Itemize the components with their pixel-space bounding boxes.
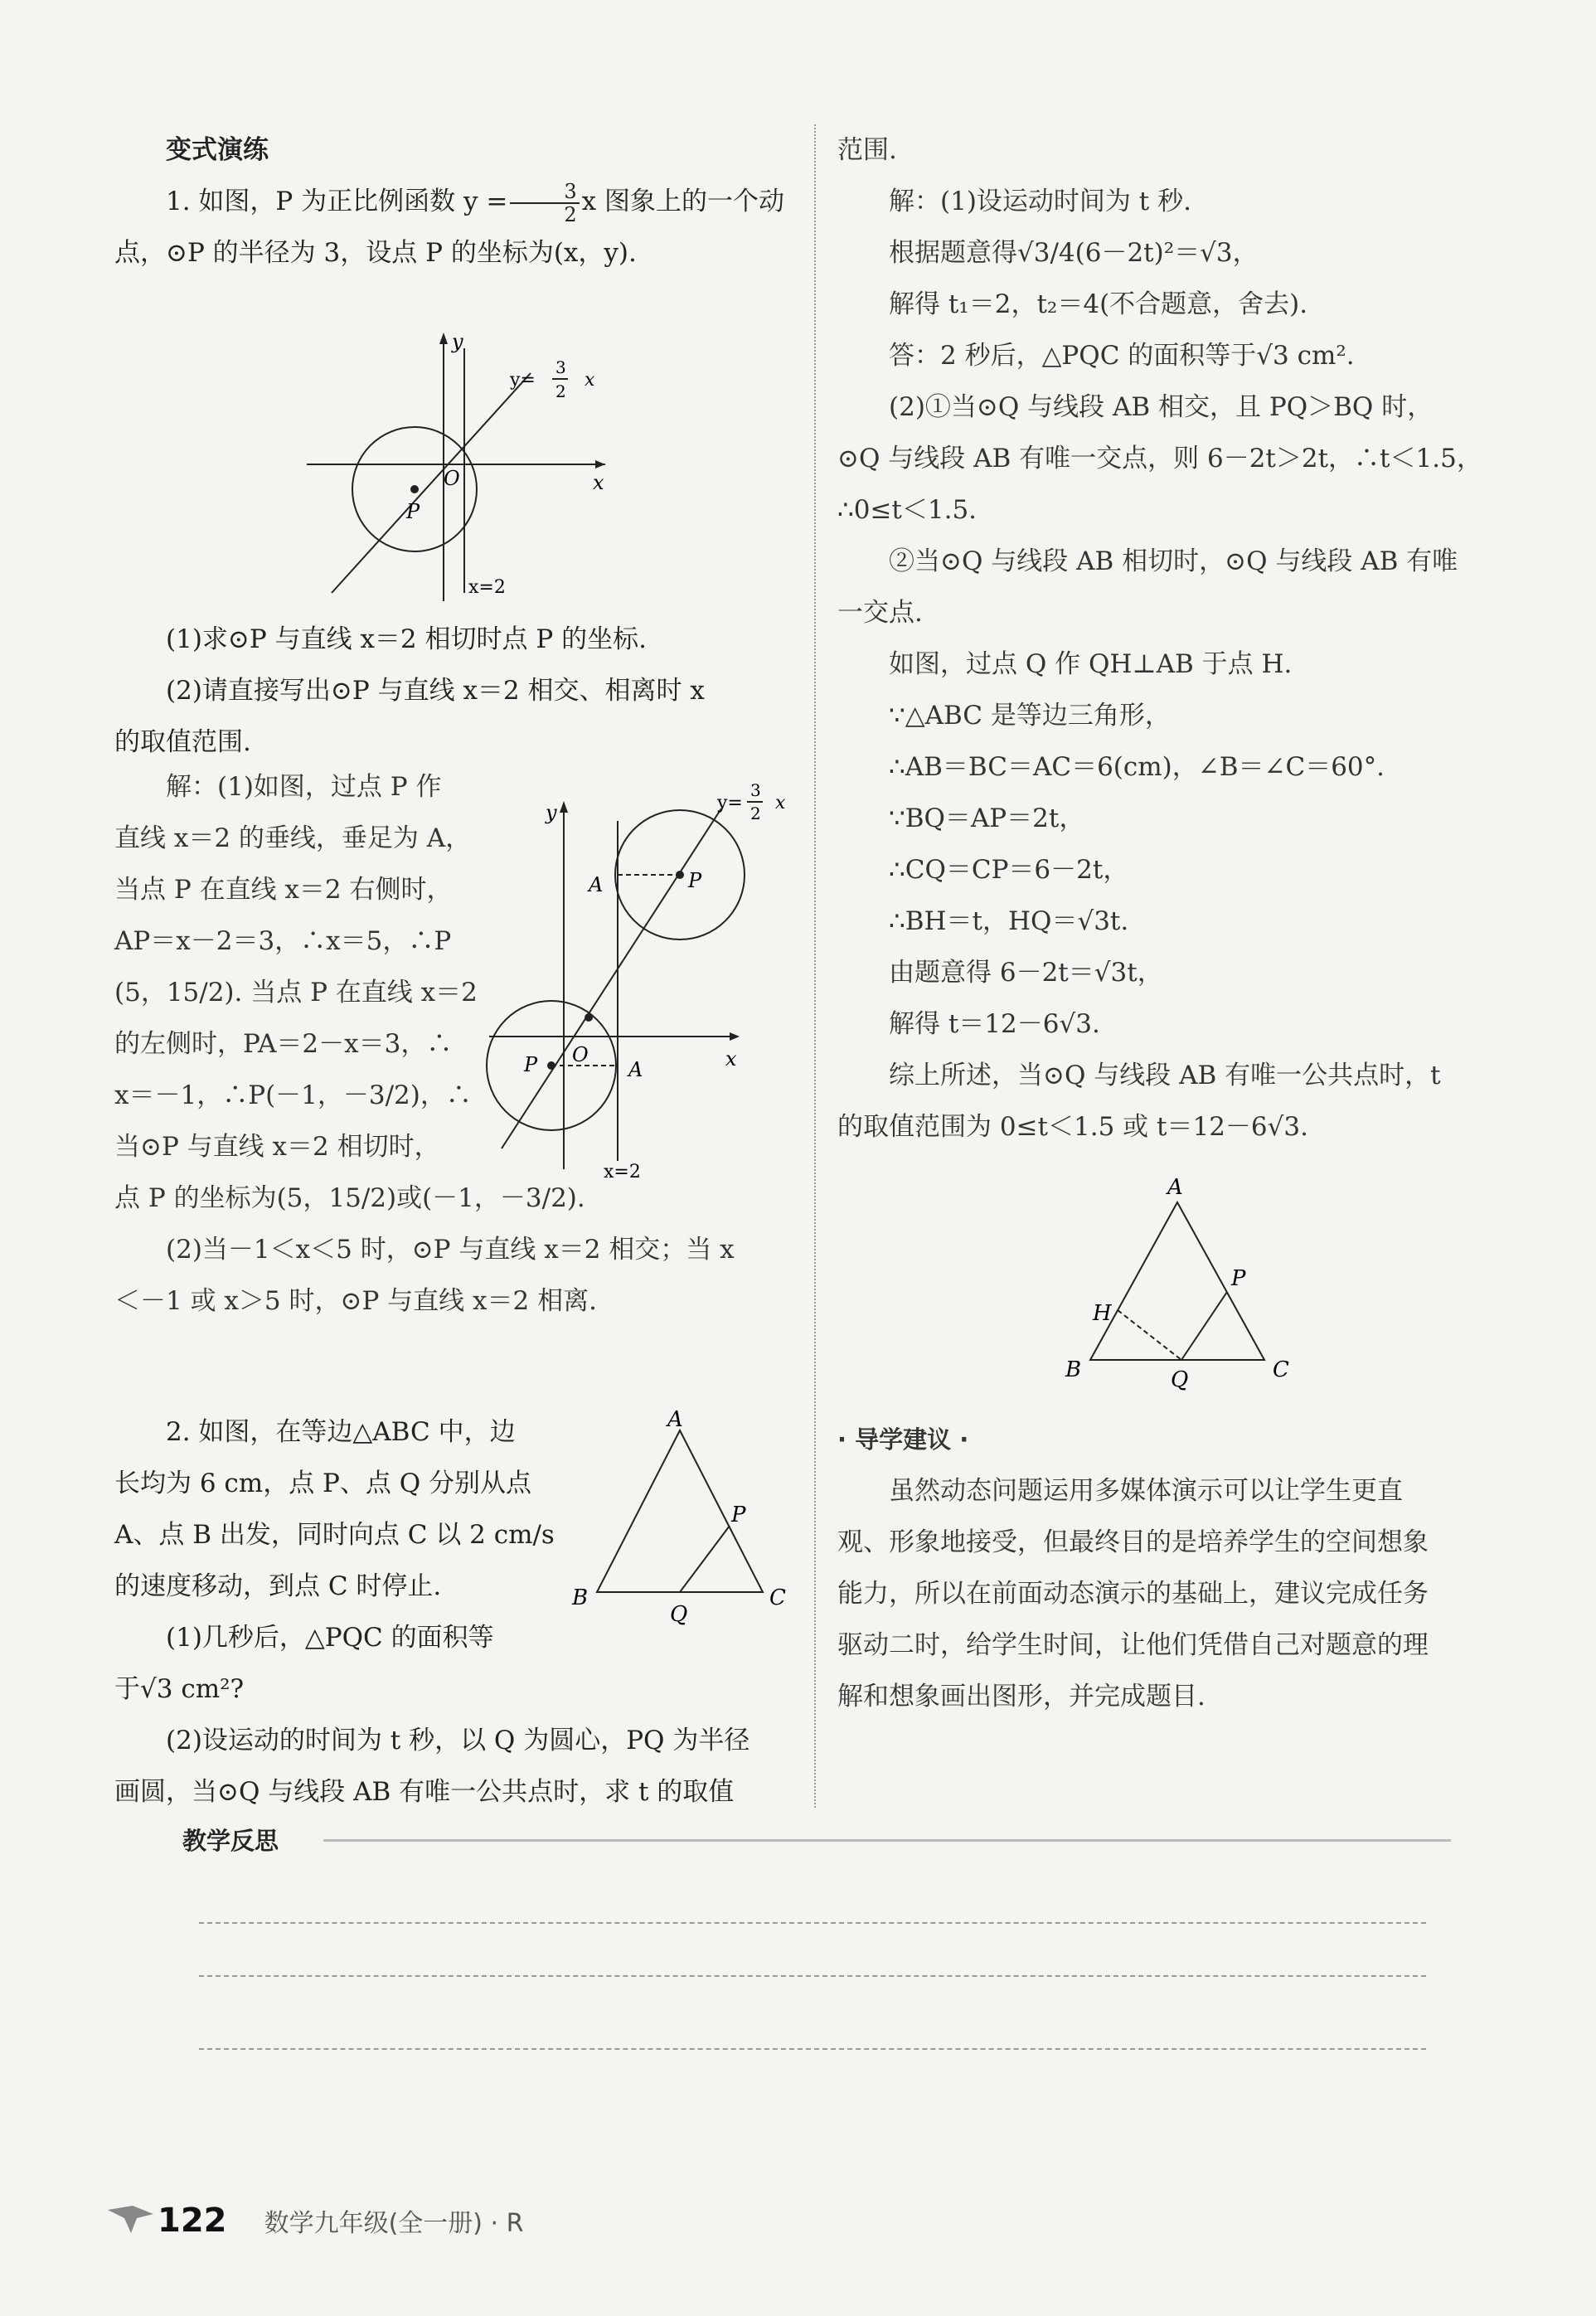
q2-part2a: (2)设运动的时间为 t 秒，以 Q 为圆心，PQ 为半径	[166, 1726, 750, 1755]
sol2-line: 范围.	[837, 135, 897, 165]
sol2-line: 根据题意得√3/4(6－2t)²＝√3，	[889, 238, 1259, 268]
svg-text:y=: y=	[717, 793, 743, 813]
left-column	[114, 124, 794, 279]
sol2-line: ∴AB＝BC＝AC＝6(cm)，∠B＝∠C＝60°.	[889, 752, 1385, 782]
q1-parts	[114, 614, 794, 768]
sol2-line: 解得 t₁＝2，t₂＝4(不合题意，舍去).	[889, 289, 1308, 319]
sol1-line: (5，15/2). 当点 P 在直线 x＝2	[114, 978, 478, 1007]
guide-line: 虽然动态问题运用多媒体演示可以让学生更直	[889, 1476, 1403, 1506]
reflection-dash-line	[199, 2048, 1426, 2050]
svg-text:B: B	[572, 1585, 589, 1610]
q2-line: A、点 B 出发，同时向点 C 以 2 cm/s	[114, 1520, 555, 1550]
svg-text:P: P	[524, 1053, 538, 1076]
reflection-dash-line	[199, 1922, 1426, 1924]
reflection-title: 教学反思	[182, 1827, 279, 1855]
svg-text:x: x	[585, 370, 595, 391]
sol1-line: 点 P 的坐标为(5，15/2)或(－1，－3/2).	[114, 1183, 585, 1213]
svg-text:x: x	[775, 793, 786, 813]
svg-text:A: A	[589, 873, 604, 896]
guide-line: 解和想象画出图形，并完成题目.	[837, 1682, 1205, 1712]
section-heading: 变式演练	[166, 135, 269, 165]
sol2-line: 解得 t＝12－6√3.	[889, 1009, 1100, 1039]
label-O: O	[444, 467, 460, 490]
question-2-part2	[114, 1715, 794, 1818]
q2-line: 长均为 6 cm，点 P、点 Q 分别从点	[114, 1469, 532, 1498]
svg-text:A: A	[628, 1058, 643, 1081]
svg-text:B: B	[1065, 1357, 1082, 1382]
svg-text:P: P	[1231, 1266, 1246, 1291]
sol2-line: 由题意得 6－2t＝√3t，	[889, 958, 1163, 988]
svg-text:x=2: x=2	[604, 1162, 641, 1182]
q1-part2: (2)请直接写出⊙P 与直线 x＝2 相交、相离时 x	[166, 676, 705, 706]
fraction: $\frac{3}{2}$	[510, 181, 579, 226]
sol2-line: 答：2 秒后，△PQC 的面积等于√3 cm².	[889, 341, 1355, 371]
label-y: y	[452, 330, 463, 353]
svg-text:2: 2	[555, 381, 566, 401]
q2-part2b: 画圆，当⊙Q 与线段 AB 有唯一公共点时，求 t 的取值	[114, 1777, 735, 1807]
sol2-line: ∴CQ＝CP＝6－2t，	[889, 855, 1129, 885]
question-2	[114, 1406, 562, 1715]
sol1-line: 的左侧时，PA＝2－x＝3，∴	[114, 1029, 453, 1059]
q1-line1: 1. 如图，P 为正比例函数 y = $\frac{3}{2}$ x 图象上的一个动	[166, 179, 784, 226]
right-column	[837, 124, 1526, 1153]
svg-text:A: A	[1167, 1175, 1183, 1200]
q2-line: 于√3 cm²?	[114, 1674, 245, 1704]
svg-text:y: y	[546, 801, 557, 824]
label-P: P	[406, 500, 420, 523]
q2-line: 2. 如图，在等边△ABC 中，边	[166, 1417, 516, 1447]
label-x: x	[593, 471, 604, 494]
svg-text:Q: Q	[670, 1602, 688, 1627]
svg-text:C: C	[1273, 1357, 1289, 1382]
svg-text:C: C	[769, 1585, 786, 1610]
sol1-line: 当点 P 在直线 x＝2 右侧时，	[114, 875, 453, 905]
sol2-line: 一交点.	[837, 598, 923, 628]
sol1-part2b: ＜－1 或 x＞5 时，⊙P 与直线 x＝2 相离.	[114, 1286, 597, 1316]
book-title: 数学九年级(全一册) · R	[264, 2209, 524, 2238]
figure-triangle-left	[555, 1410, 804, 1634]
sol2-line: ∴0≤t＜1.5.	[837, 495, 977, 525]
label-eq: y=	[510, 370, 536, 391]
solution-1-end	[114, 1173, 794, 1327]
svg-text:2: 2	[750, 804, 761, 823]
column-divider	[814, 124, 816, 1808]
q2-line: 的速度移动，到点 C 时停止.	[114, 1571, 442, 1601]
reflection-rule	[323, 1839, 1451, 1842]
q1-part1: (1)求⊙P 与直线 x＝2 相切时点 P 的坐标.	[166, 624, 647, 654]
point-P	[410, 485, 419, 493]
footer	[108, 2202, 523, 2240]
q1-line2: 点，⊙P 的半径为 3，设点 P 的坐标为(x，y).	[114, 238, 637, 268]
sol2-line: 综上所述，当⊙Q 与线段 AB 有唯一公共点时，t	[889, 1061, 1441, 1090]
guide-section	[837, 1414, 1526, 1722]
guide-line: 能力，所以在前面动态演示的基础上，建议完成任务	[837, 1579, 1429, 1609]
page-number: 122	[158, 2202, 227, 2240]
svg-text:A: A	[667, 1410, 683, 1432]
sol1-line: AP＝x－2＝3，∴x＝5，∴P	[114, 926, 452, 956]
svg-text:O: O	[572, 1043, 589, 1066]
sol2-line: ∵△ABC 是等边三角形，	[889, 701, 1171, 731]
svg-text:3: 3	[750, 780, 761, 800]
sol2-line: 解：(1)设运动时间为 t 秒.	[889, 187, 1191, 216]
sol2-line: ∵BQ＝AP＝2t，	[889, 804, 1085, 833]
figure-triangle-right	[1053, 1169, 1302, 1393]
sol2-line: ∴BH＝t，HQ＝√3t.	[889, 906, 1129, 936]
sol1-part2a: (2)当－1＜x＜5 时，⊙P 与直线 x＝2 相交；当 x	[166, 1235, 735, 1265]
svg-text:P: P	[688, 869, 702, 892]
line-y-3-2x	[332, 373, 531, 593]
svg-text:H: H	[1093, 1301, 1112, 1326]
sol1-line: 解：(1)如图，过点 P 作	[166, 772, 442, 802]
q2-line: (1)几秒后，△PQC 的面积等	[166, 1623, 494, 1653]
sol2-line: ⊙Q 与线段 AB 有唯一交点，则 6－2t＞2t，∴t＜1.5，	[837, 444, 1482, 473]
reflection-dash-line	[199, 1975, 1426, 1977]
svg-text:Q: Q	[1171, 1367, 1189, 1392]
sol2-line: (2)①当⊙Q 与线段 AB 相交，且 PQ＞BQ 时，	[889, 392, 1433, 422]
guide-title: · 导学建议 ·	[837, 1425, 969, 1454]
sol2-line: 如图，过点 Q 作 QH⊥AB 于点 H.	[889, 649, 1293, 679]
solution-1	[114, 761, 496, 1173]
sol1-line: 直线 x＝2 的垂线，垂足为 A，	[114, 823, 472, 853]
sol2-line: ②当⊙Q 与线段 AB 相切时，⊙Q 与线段 AB 有唯	[889, 546, 1458, 576]
svg-text:P: P	[731, 1503, 746, 1527]
svg-text:x: x	[725, 1047, 737, 1071]
bird-logo-icon	[108, 2202, 158, 2235]
guide-line: 驱动二时，给学生时间，让他们凭借自己对题意的理	[837, 1630, 1429, 1660]
sol2-line: 的取值范围为 0≤t＜1.5 或 t＝12－6√3.	[837, 1112, 1308, 1142]
sol1-line: 当⊙P 与直线 x＝2 相切时，	[114, 1132, 440, 1162]
label-x2: x=2	[468, 577, 506, 598]
sol1-line: x＝－1，∴P(－1，－3/2)，∴	[114, 1080, 472, 1110]
figure-2	[481, 771, 796, 1186]
svg-text:3: 3	[555, 357, 566, 377]
guide-line: 观、形象地接受，但最终目的是培养学生的空间想象	[837, 1527, 1429, 1557]
line-y-3-2x	[502, 808, 721, 1148]
q1-part2b: 的取值范围.	[114, 727, 251, 757]
figure-1	[298, 328, 614, 609]
